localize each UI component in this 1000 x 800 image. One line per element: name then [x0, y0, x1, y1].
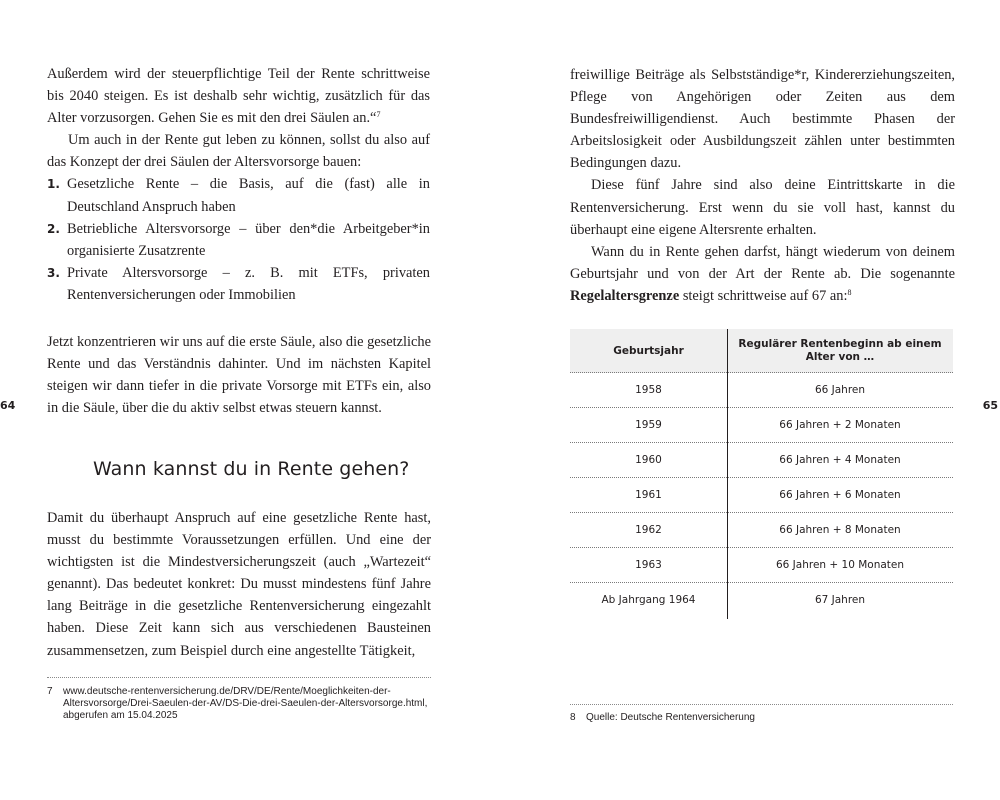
list-item: 1. Gesetzliche Rente – die Basis, auf die (fast) alle in Deutschland Anspruch haben — [47, 176, 430, 215]
footnote-link[interactable]: www.deutsche-rentenversicherung.de/DRV/DE/Rente/Moeglichkeiten-der-Altersvorsorge/Drei-Saeulen-der-AV/DS-Die-drei-Saeulen-der-Altersvorsorge.html, abgerufen am 15.04.2025 — [63, 686, 428, 721]
cell-age: 66 Jahren + 4 Monaten — [779, 454, 901, 466]
paragraph-mindestversicherungszeit: Damit du überhaupt Anspruch auf eine gesetzliche Rente hast, musst du bestimmte Voraussetzungen erfüllen. Und eine der wichtigsten ist die Mindestversicherungszeit (auch „Wartezeit“ genannt). Das bedeutet konkret: Du musst mindestens fünf Jahre lang Beiträge in die gesetzliche Rentenversicherung eingezahlt haben. Diese Zeit kann sich aus verschiedenen Bausteinen zusammensetzen, zum Beispiel durch eine angestellte Tätigkeit, — [47, 510, 431, 659]
footnote-source: Quelle: Deutsche Rentenversicherung — [586, 712, 755, 723]
list-item: 2. Betriebliche Altersvorsorge – über den*die Arbeitgeber*in organisierte Zusatzrente — [47, 220, 430, 259]
footnote-ref-8[interactable]: 8 — [847, 287, 852, 297]
table-row — [570, 443, 953, 478]
table-row — [570, 583, 953, 617]
table-row — [570, 548, 953, 583]
table-header-row — [570, 329, 953, 373]
table-row — [570, 513, 953, 548]
retirement-age-table — [570, 329, 953, 617]
table-row — [570, 408, 953, 443]
footnote-8 — [570, 712, 953, 724]
footnote-7 — [47, 686, 431, 722]
paragraph-eintrittskarte: Diese fünf Jahre sind also deine Eintrittskarte in die Rentenversicherung. Erst wenn du sie voll hast, kannst du überhaupt eine eigene Altersrente erhalten. — [570, 177, 955, 238]
table-row — [570, 478, 953, 513]
cell-year: Ab Jahrgang 1964 — [601, 594, 696, 606]
list-item: 3. Private Altersvorsorge – z. B. mit ETFs, privaten Rentenversicherungen oder Immobilien — [47, 264, 430, 303]
section-heading: Wann kannst du in Rente gehen? — [93, 458, 410, 480]
cell-year: 1963 — [635, 559, 662, 571]
page-number-left: 64 — [0, 399, 16, 412]
footnote-number: 7 — [47, 686, 53, 697]
cell-age: 66 Jahren + 8 Monaten — [779, 524, 901, 536]
paragraph-regelaltersgrenze: Wann du in Rente gehen darfst, hängt wiederum von deinem Geburtsjahr und von der Art der Rente ab. Die sogenannte Regelaltersgrenze steigt schrittweise auf 67 an:$^8$ — [570, 243, 955, 304]
paragraph-three-pillars-intro: Um auch in der Rente gut leben zu können, sollst du also auf das Konzept der drei Säulen der Altersvorsorge bauen: — [47, 132, 430, 171]
footnote-divider — [570, 704, 953, 705]
cell-year: 1961 — [635, 489, 662, 501]
cell-age: 66 Jahren + 2 Monaten — [779, 419, 901, 431]
left-body-bottom — [47, 507, 431, 662]
right-body-top — [570, 64, 955, 307]
footnote-ref-7[interactable]: 7 — [376, 110, 381, 120]
right-page — [500, 0, 1000, 800]
cell-age: 66 Jahren — [814, 384, 866, 396]
paragraph-beitraege: freiwillige Beiträge als Selbstständige*r, Kindererziehungszeiten, Pflege von Angehörigen oder Zeiten aus dem Bundesfreiwilligendienst. Auch bestimmte Phasen der Arbeitslosigkeit oder Ausbildungszeit zählen unter bestimmten Bedingungen dazu. — [570, 67, 955, 172]
footnote-divider — [47, 677, 431, 678]
paragraph-steuer: Außerdem wird der steuerpflichtige Teil der Rente schrittweise bis 2040 steigen. Es ist deshalb sehr wichtig, zusätzlich für das Alter vorzusorgen. Gehen Sie es mit den drei Säulen an.“$^7$ — [47, 66, 430, 127]
cell-year: 1960 — [635, 454, 662, 466]
table-column-divider — [727, 329, 728, 619]
header-rentenbeginn: Regulärer Rentenbeginn ab einem Alter von … — [738, 337, 942, 363]
cell-year: 1962 — [635, 524, 662, 536]
cell-age: 66 Jahren + 10 Monaten — [775, 559, 905, 571]
left-body-top — [47, 63, 430, 306]
page-number-right: 65 — [982, 399, 998, 412]
header-geburtsjahr: Geburtsjahr — [613, 344, 684, 357]
cell-year: 1959 — [635, 419, 662, 431]
pillars-list — [47, 173, 430, 306]
left-body-middle — [47, 331, 431, 419]
cell-age: 66 Jahren + 6 Monaten — [779, 489, 901, 501]
cell-year: 1958 — [635, 384, 662, 396]
term-regelaltersgrenze: Regelaltersgrenze — [570, 287, 680, 304]
footnote-number: 8 — [570, 712, 576, 723]
cell-age: 67 Jahren — [814, 594, 866, 606]
paragraph-first-pillar: Jetzt konzentrieren wir uns auf die erste Säule, also die gesetzliche Rente und das Verständnis dahinter. Und im nächsten Kapitel steigen wir dann tiefer in die private Vorsorge mit ETFs ein, also in die Säule, über die du aktiv selbst etwas steuern kannst. — [47, 334, 432, 417]
table-row — [570, 373, 953, 408]
